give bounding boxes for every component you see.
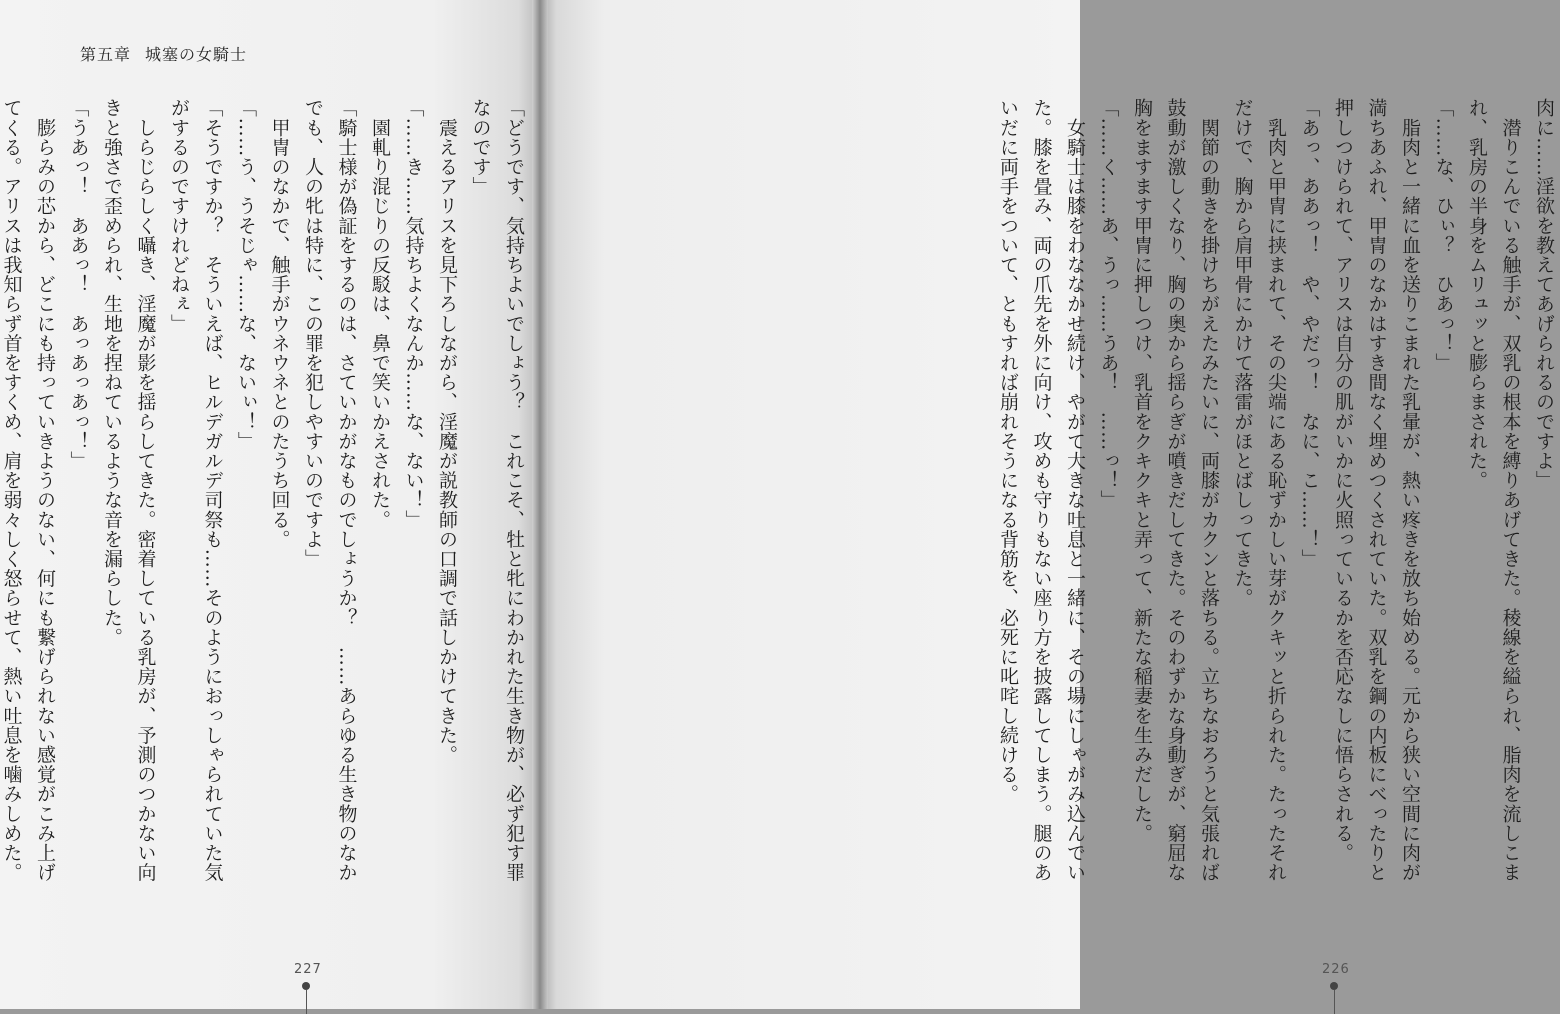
text-line: 「どうです、気持ちよいでしょう？ これこそ、牡と牝にわかれた生き物が、必ず犯す罪 <box>497 98 531 838</box>
text-line: 肉に……淫欲を教えてあげられるのですよ」 <box>1527 98 1560 838</box>
text-line: 震えるアリスを見下ろしながら、淫魔が説教師の口調で話しかけてきた。 <box>430 98 464 838</box>
text-line: た。膝を畳み、両の爪先を外に向け、攻めも守りもない座り方を披露してしまう。腿のあ <box>1024 98 1058 838</box>
text-line: きと強さで歪められ、生地を捏ねているような音を漏らした。 <box>95 98 129 838</box>
text-line: 胸をますます甲冑に押しつけ、乳首をクキクキと弄って、新たな稲妻を生みだした。 <box>1125 98 1159 838</box>
text-line: 「うあっ！ ああっ！ あっあっあっ！」 <box>61 98 95 838</box>
text-line: 「……な、ひぃ？ ひあっ！」 <box>1426 98 1460 838</box>
text-line: 関節の動きを掛けちがえたみたいに、両膝がカクンと落ちる。立ちなおろうと気張れば <box>1192 98 1226 838</box>
chapter-title: 城塞の女騎士 <box>145 45 247 64</box>
text-line: 「騎士様が偽証をするのは、さていかがなものでしょうか？ ……あらゆる生き物のなか <box>329 98 363 838</box>
text-line: 脂肉と一緒に血を送りこまれた乳暈が、熱い疼きを放ち始める。元から狭い空間に肉が <box>1393 98 1427 838</box>
text-line: 「……く……あ、うっ……うあ！ ……っ！」 <box>1091 98 1125 838</box>
text-line: 乳肉と甲冑に挟まれて、その尖端にある恥ずかしい芽がクキッと折られた。たったそれ <box>1259 98 1293 838</box>
text-line: 押しつけられて、アリスは自分の肌がいかに火照っているかを否応なしに悟らされる。 <box>1326 98 1360 838</box>
text-line: てくる。アリスは我知らず首をすくめ、肩を弱々しく怒らせて、熱い吐息を噛みしめた。 <box>0 98 28 838</box>
left-page-body-text <box>60 98 530 838</box>
right-page-body-text <box>1115 98 1560 838</box>
text-line: 鼓動が激しくなり、胸の奥から揺らぎが噴きだしてきた。そのわずかな身動ぎが、窮屈な <box>1158 98 1192 838</box>
text-line: 甲冑のなかで、触手がウネウネとのたうち回る。 <box>262 98 296 838</box>
text-line: 膨らみの芯から、どこにも持っていきようのない、何にも繋げられない感覚がこみ上げ <box>28 98 62 838</box>
text-line: しらじらしく囁き、淫魔が影を揺らしてきた。密着している乳房が、予測のつかない向 <box>128 98 162 838</box>
left-page-number: 227 <box>294 962 322 977</box>
right-page <box>540 0 1080 1009</box>
text-line: 「そうですか？ そういえば、ヒルデガルデ司祭も……そのようにおっしゃられていた気 <box>195 98 229 838</box>
right-page-number: 226 <box>1322 962 1350 977</box>
book-gutter <box>532 0 548 1009</box>
text-line: 園軋り混じりの反駁は、鼻で笑いかえされた。 <box>363 98 397 838</box>
chapter-heading <box>80 42 261 65</box>
text-line: だけで、胸から肩甲骨にかけて落雷がほとばしってきた。 <box>1225 98 1259 838</box>
text-line: 女騎士は膝をわななかせ続け、やがて大きな吐息と一緒に、その場にしゃがみ込んでい <box>1058 98 1092 838</box>
text-line: がするのですけれどねぇ」 <box>162 98 196 838</box>
text-line: 満ちあふれ、甲冑のなかはすき間なく埋めつくされていた。双乳を鋼の内板にべったりと <box>1359 98 1393 838</box>
chapter-number: 第五章 <box>80 45 131 64</box>
text-line: でも、人の牝は特に、この罪を犯しやすいのですよ」 <box>296 98 330 838</box>
text-line: なのです」 <box>463 98 497 838</box>
text-line: 「……う、うそじゃ……な、ないぃ！」 <box>229 98 263 838</box>
text-line: いだに両手をついて、ともすれば崩れそうになる背筋を、必死に叱咤し続ける。 <box>991 98 1025 838</box>
text-line: れ、乳房の半身をムリュッと膨らまされた。 <box>1460 98 1494 838</box>
text-line: 「あっ、ああっ！ や、やだっ！ なに、こ……！」 <box>1292 98 1326 838</box>
left-page <box>0 0 540 1009</box>
right-page-marker <box>1329 982 1339 1014</box>
text-line: 潜りこんでいる触手が、双乳の根本を縛りあげてきた。稜線を縊られ、脂肉を流しこま <box>1493 98 1527 838</box>
left-page-marker <box>301 982 311 1014</box>
text-line: 「……き……気持ちよくなんか……な、ない！」 <box>396 98 430 838</box>
